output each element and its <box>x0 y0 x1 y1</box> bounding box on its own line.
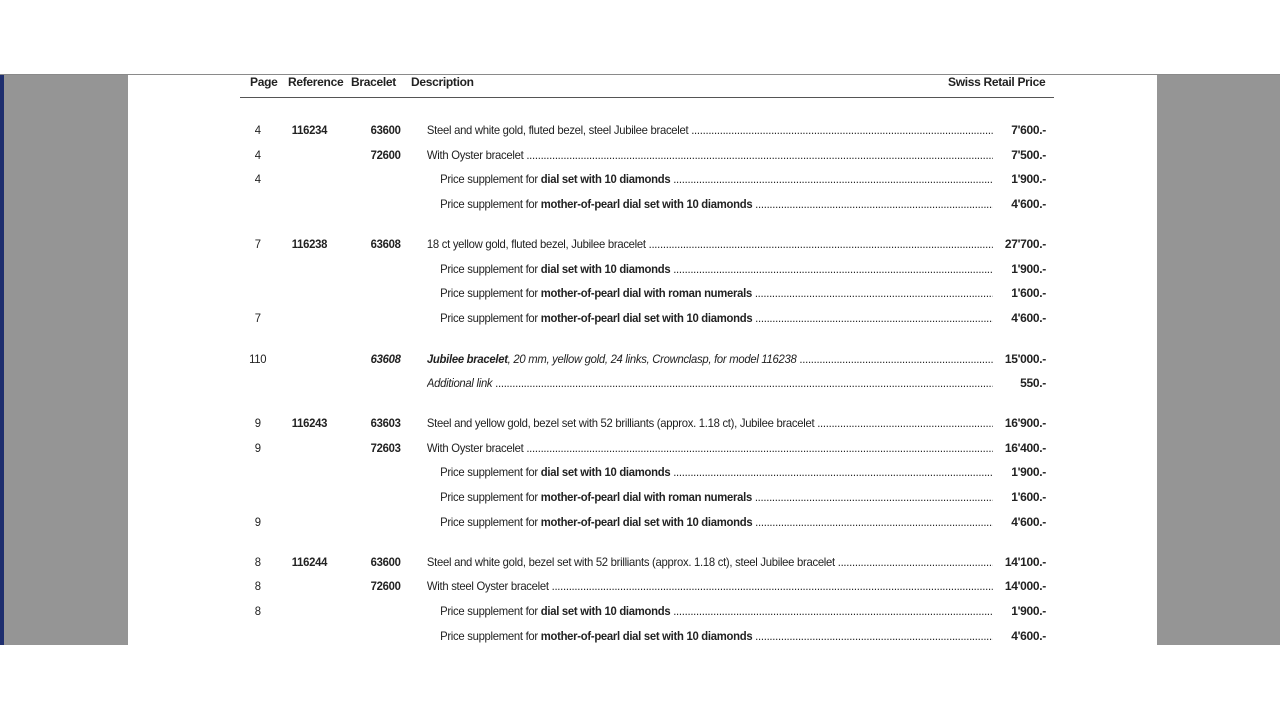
description-text: Price supplement for <box>440 311 541 325</box>
description-text: Price supplement for <box>440 197 541 211</box>
bracelet-number: 63600 <box>370 555 401 569</box>
description-text: Price supplement for <box>440 286 541 300</box>
swiss-retail-price: 1'900.- <box>1011 262 1046 276</box>
description-bold: mother-of-pearl dial set with 10 diamonds <box>540 629 753 643</box>
description-text: Steel and white gold, bezel set with 52 brilliants (approx. 1.18 ct), steel Jubilee bracelet <box>426 555 835 569</box>
page-number: 110 <box>249 352 267 366</box>
column-header-page: Page <box>250 75 278 89</box>
page-number: 8 <box>254 604 261 618</box>
description-text: Price supplement for <box>440 172 541 186</box>
price-cell <box>128 441 1157 459</box>
page-number: 7 <box>254 237 261 251</box>
price-cell <box>128 629 1157 645</box>
price-cell <box>128 490 1157 508</box>
price-cell <box>128 197 1157 215</box>
page-number: 9 <box>254 441 261 455</box>
description-bold: mother-of-pearl dial with roman numerals <box>540 490 752 504</box>
page-number: 8 <box>254 579 261 593</box>
description-text: With Oyster bracelet <box>426 441 524 455</box>
window-edge <box>0 75 4 645</box>
description-bold: dial set with 10 diamonds <box>540 604 671 618</box>
swiss-retail-price: 4'600.- <box>1011 629 1046 643</box>
column-header-description: Description <box>411 75 474 89</box>
description-text: , 20 mm, yellow gold, 24 links, Crownclasp, for model 116238 <box>507 352 797 366</box>
bracelet-number: 72600 <box>370 579 401 593</box>
swiss-retail-price: 1'900.- <box>1011 172 1046 186</box>
price-cell <box>128 262 1157 280</box>
description-bold: dial set with 10 diamonds <box>540 262 671 276</box>
swiss-retail-price: 1'600.- <box>1011 286 1046 300</box>
description-bold: mother-of-pearl dial set with 10 diamonds <box>540 197 753 211</box>
price-cell <box>128 376 1157 394</box>
description-bold: Jubilee bracelet <box>426 352 508 366</box>
price-cell <box>128 352 1157 370</box>
description-text: Price supplement for <box>440 465 541 479</box>
description-text: Steel and yellow gold, bezel set with 52 brilliants (approx. 1.18 ct), Jubilee bracelet <box>426 416 815 430</box>
description-text: Additional link <box>426 376 493 390</box>
swiss-retail-price: 7'500.- <box>1011 148 1046 162</box>
price-cell <box>128 286 1157 304</box>
price-cell <box>128 465 1157 483</box>
description-bold: mother-of-pearl dial with roman numerals <box>540 286 752 300</box>
bracelet-number: 72600 <box>370 148 401 162</box>
reference-number: 116234 <box>291 123 328 137</box>
bracelet-number: 63600 <box>370 123 401 137</box>
swiss-retail-price: 15'000.- <box>1004 352 1046 366</box>
bracelet-number: 63608 <box>370 237 401 251</box>
price-cell <box>128 604 1157 622</box>
reference-number: 116243 <box>291 416 328 430</box>
description-bold: dial set with 10 diamonds <box>540 465 671 479</box>
description-text: Price supplement for <box>440 262 541 276</box>
price-cell <box>128 148 1157 166</box>
price-cell <box>128 172 1157 190</box>
description-text: With steel Oyster bracelet <box>426 579 549 593</box>
description-text: Price supplement for <box>440 604 541 618</box>
price-cell <box>128 555 1157 573</box>
description-text: Price supplement for <box>440 490 541 504</box>
description-bold: mother-of-pearl dial set with 10 diamonds <box>540 311 753 325</box>
swiss-retail-price: 7'600.- <box>1011 123 1046 137</box>
swiss-retail-price: 27'700.- <box>1004 237 1046 251</box>
bracelet-number: 63603 <box>370 416 401 430</box>
description-text: With Oyster bracelet <box>426 148 524 162</box>
price-cell <box>128 416 1157 434</box>
page-number: 4 <box>254 148 261 162</box>
swiss-retail-price: 550.- <box>1020 376 1046 390</box>
page-number: 9 <box>254 416 261 430</box>
price-cell <box>128 311 1157 329</box>
column-header-price: Swiss Retail Price <box>948 75 1046 89</box>
swiss-retail-price: 4'600.- <box>1011 197 1046 211</box>
description-text: Steel and white gold, fluted bezel, steel Jubilee bracelet <box>426 123 689 137</box>
reference-number: 116238 <box>291 237 328 251</box>
header-rule <box>240 97 1054 98</box>
page-number: 4 <box>254 123 261 137</box>
column-header-bracelet: Bracelet <box>351 75 396 89</box>
swiss-retail-price: 4'600.- <box>1011 311 1046 325</box>
swiss-retail-price: 16'900.- <box>1004 416 1046 430</box>
page-number: 9 <box>254 515 261 529</box>
swiss-retail-price: 1'900.- <box>1011 604 1046 618</box>
bracelet-number: 63608 <box>370 352 401 366</box>
description-bold: dial set with 10 diamonds <box>540 172 671 186</box>
swiss-retail-price: 14'000.- <box>1004 579 1046 593</box>
description-text: 18 ct yellow gold, fluted bezel, Jubilee bracelet <box>426 237 646 251</box>
document-viewer[interactable] <box>0 74 1280 645</box>
bracelet-number: 72603 <box>370 441 401 455</box>
reference-number: 116244 <box>291 555 328 569</box>
description-text: Price supplement for <box>440 515 541 529</box>
swiss-retail-price: 14'100.- <box>1004 555 1046 569</box>
price-cell <box>128 237 1157 255</box>
document-page <box>128 75 1157 645</box>
page-number: 8 <box>254 555 261 569</box>
description-bold: mother-of-pearl dial set with 10 diamonds <box>540 515 753 529</box>
page-number: 7 <box>254 311 261 325</box>
page-number: 4 <box>254 172 261 186</box>
price-cell <box>128 123 1157 141</box>
swiss-retail-price: 1'600.- <box>1011 490 1046 504</box>
swiss-retail-price: 4'600.- <box>1011 515 1046 529</box>
description-text: Price supplement for <box>440 629 541 643</box>
price-cell <box>128 515 1157 533</box>
price-cell <box>128 579 1157 597</box>
swiss-retail-price: 16'400.- <box>1004 441 1046 455</box>
column-header-reference: Reference <box>288 75 344 89</box>
swiss-retail-price: 1'900.- <box>1011 465 1046 479</box>
